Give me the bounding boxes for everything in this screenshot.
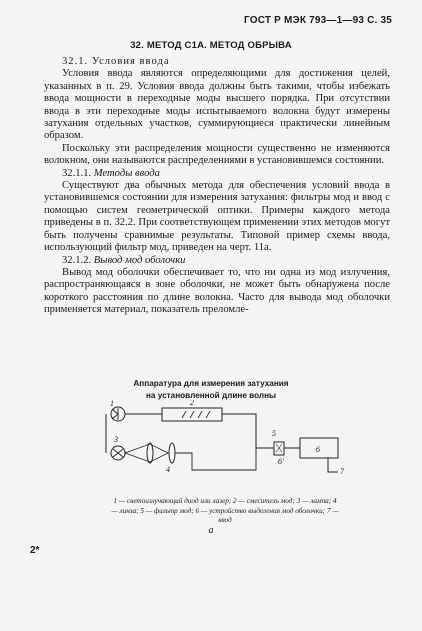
paragraph: Вывод мод оболочки обеспечивает то, что ни одна из мод излучения, распространяющаяся в зоне оболочки, не может быть обнаружена после короткого расстояния по длине волокна. Часто для вывода мод оболочки применяется материал, показатель преломле-	[44, 266, 390, 316]
section-title: 32. МЕТОД С1А. МЕТОД ОБРЫВА	[130, 40, 292, 51]
label-2: 2	[190, 400, 194, 407]
label-7: 7	[340, 467, 344, 476]
heading-number: 32.1.1.	[62, 167, 92, 179]
figure-title-line: Аппаратура для измерения затухания	[133, 379, 289, 388]
main-fiber-line	[222, 414, 274, 448]
paragraph: Условия ввода являются определяющими для достижения целей, указанных в п. 29. Условия ввода должны быть такими, чтобы избежать ввода мощности в переходные моды высшего порядка. При отсутствии ввода в эти переходные моды испытываемого волокна будут измерены затухания отдельных участков, суммирующиеся практически линейным образом.	[44, 68, 390, 142]
lens	[147, 443, 153, 463]
heading-number: 32.1.2.	[62, 254, 92, 266]
figure-title	[0, 378, 422, 402]
subsection-heading: 32.1. Условия ввода	[62, 56, 170, 67]
lens-2	[169, 443, 175, 463]
body-text	[44, 56, 390, 317]
paragraph: Поскольку эти распределения мощности существенно не изменяются волокном, они называются распределениями в установившемся состоянии.	[44, 142, 390, 167]
output-lead	[328, 458, 338, 472]
label-1: 1	[110, 400, 114, 408]
subsection-heading	[44, 168, 390, 180]
page-number: 2*	[30, 545, 40, 556]
label-3: 3	[114, 435, 118, 444]
label-6-prime: 6'	[278, 457, 284, 466]
paragraph: Существуют два обычных метода для обеспечения условий ввода в установившемся состоянии для измерения затухания: фильтры мод и ввод с помощью систем геометрической оптики. Примеры каждого метода приведены в п. 32.2. При соответствующем применении этих методов могут быть получены сравнимые результаты. Типовой пример схемы ввода, использующий фильтр мод, приведен на черт. 11а.	[44, 180, 390, 254]
label-6: 6	[316, 445, 320, 454]
figure-sub-label: а	[208, 525, 214, 536]
label-4: 4	[166, 465, 170, 474]
figure-caption: 1 — светоизлучающий диод или лазер; 2 — смеситель мод; 3 — лампа; 4 — линза; 5 — фильтр мод; 6 — устройство выделения мод оболочки; 7 — ввод	[111, 497, 339, 524]
subsection-heading	[44, 255, 390, 267]
label-5: 5	[272, 429, 276, 438]
heading-text: Вывод мод оболочки	[93, 254, 186, 266]
figure-title-line: на установленной длине волны	[145, 391, 277, 400]
measurement-setup-diagram	[92, 400, 352, 492]
page-header: ГОСТ Р МЭК 793—1—93 С. 35	[244, 15, 392, 26]
heading-text: Методы ввода	[93, 167, 160, 179]
